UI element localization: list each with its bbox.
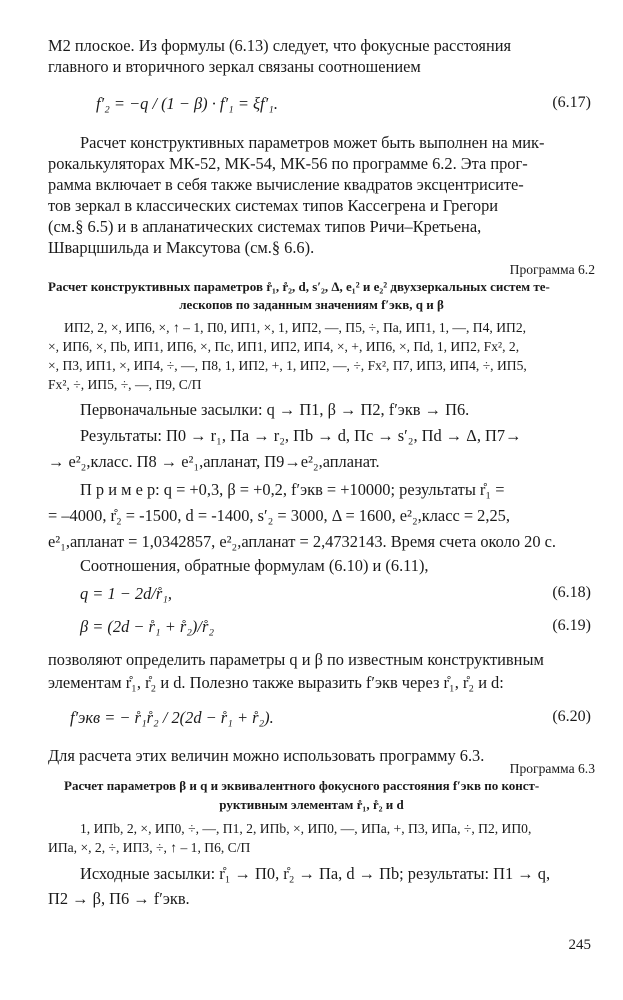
program-caption: Расчет параметров β и q и эквивалентного фокусного расстояния f′экв по конст- (64, 778, 540, 793)
text-line: Исходные засылки: r̊₁ → П0, r̊₂ → Па, d → Пb; результаты: П1 → q, (80, 864, 551, 883)
text-line: = –4000, r̊₂ = -1500, d = -1400, s′₂ = 3000, Δ = 1600, e²₂,класс = 2,25, (48, 506, 510, 525)
program-caption: лескопов по заданным значениям f′экв, q и β (179, 297, 444, 312)
program-code-line: ИП2, 2, ×, ИП6, ×, ↑ – 1, П0, ИП1, ×, 1, ИП2, —, П5, ÷, Па, ИП1, 1, —, П4, ИП2, (64, 320, 527, 335)
text-line: главного и вторичного зеркал связаны соотношением (48, 57, 421, 76)
text-line: (см.§ 6.5) и в апланатических системах типов Ричи–Кретьена, (48, 217, 482, 236)
text-line: Шварцшильда и Максутова (см.§ 6.6). (48, 238, 315, 257)
text-line: П2 → β, П6 → f′экв. (48, 889, 190, 908)
equation-6-19: β = (2d − r̊₁ + r̊₂)/r̊₂ (80, 617, 215, 636)
text-line: → e²₂,класс. П8 → e²₁,апланат, П9→e²₂,апланат. (48, 452, 380, 471)
page-number: 245 (568, 937, 591, 953)
equation-number: (6.18) (552, 584, 591, 601)
text-line: рокалькуляторах МК-52, МК-54, МК-56 по программе 6.2. Эта прог- (48, 154, 528, 173)
equation-number: (6.20) (552, 708, 591, 725)
program-code-line: 1, ИПb, 2, ×, ИП0, ÷, —, П1, 2, ИПb, ×, ИП0, —, ИПа, +, П3, ИПа, ÷, П2, ИП0, (80, 821, 532, 836)
text-line: Соотношения, обратные формулам (6.10) и (6.11), (80, 556, 429, 575)
program-code-line: Fx², ÷, ИП5, ÷, —, П9, С/П (48, 377, 202, 392)
text-line: элементам r̊₁, r̊₂ и d. Полезно также выразить f′экв через r̊₁, r̊₂ и d: (48, 673, 504, 692)
equation-number: (6.19) (552, 617, 591, 634)
program-caption: Расчет конструктивных параметров r̊₁, r̊₂, d, s′₂, Δ, e₁² и e₂² двухзеркальных систем те- (48, 279, 550, 294)
equation-6-17: f′₂ = −q / (1 − β) · f′₁ = ξf′₁. (96, 94, 278, 113)
text-line: М2 плоское. Из формулы (6.13) следует, что фокусные расстояния (48, 36, 512, 55)
equation-6-18: q = 1 − 2d/r̊₁, (80, 584, 173, 603)
text-line: рамма включает в себя также вычисление квадратов эксцентриситe- (48, 175, 524, 194)
text-line: Для расчета этих величин можно использовать программу 6.3. (48, 746, 485, 765)
program-label: Программа 6.2 (509, 262, 595, 277)
program-code-line: ИПа, ×, 2, ÷, ИП3, ÷, ↑ – 1, П6, С/П (48, 840, 251, 855)
program-label: Программа 6.3 (509, 761, 595, 776)
text-line: Первоначальные засылки: q → П1, β → П2, f′экв → П6. (80, 400, 470, 419)
program-caption: руктивным элементам r̊₁, r̊₂ и d (219, 797, 404, 812)
equation-6-20: f′экв = − r̊₁r̊₂ / 2(2d − r̊₁ + r̊₂). (70, 708, 274, 727)
program-code-line: ×, П3, ИП1, ×, ИП4, ÷, —, П8, 1, ИП2, +, 1, ИП2, —, ÷, Fx², П7, ИП3, ИП4, ÷, ИП5, (48, 358, 527, 373)
text-line: П р и м е р: q = +0,3, β = +0,2, f′экв = +10000; результаты r̊₁ = (80, 480, 505, 499)
text-line: Результаты: П0 → r₁, Па → r₂, Пb → d, Пс → s′₂, Пd → Δ, П7→ (80, 426, 522, 445)
program-code-line: ×, ИП6, ×, Пb, ИП1, ИП6, ×, Пс, ИП1, ИП2, ИП4, ×, +, ИП6, ×, Пd, 1, ИП2, Fx², 2, (48, 339, 520, 354)
text-line: позволяют определить параметры q и β по известным конструктивным (48, 650, 544, 669)
equation-number: (6.17) (552, 94, 591, 111)
text-line: e²₁,апланат = 1,0342857, e²₂,апланат = 2,4732143. Время счета около 20 с. (48, 532, 556, 551)
text-line: тов зеркал в классических системах типов Кассегрена и Грегори (48, 196, 499, 215)
text-line: Расчет конструктивных параметров может быть выполнен на мик- (80, 133, 545, 152)
